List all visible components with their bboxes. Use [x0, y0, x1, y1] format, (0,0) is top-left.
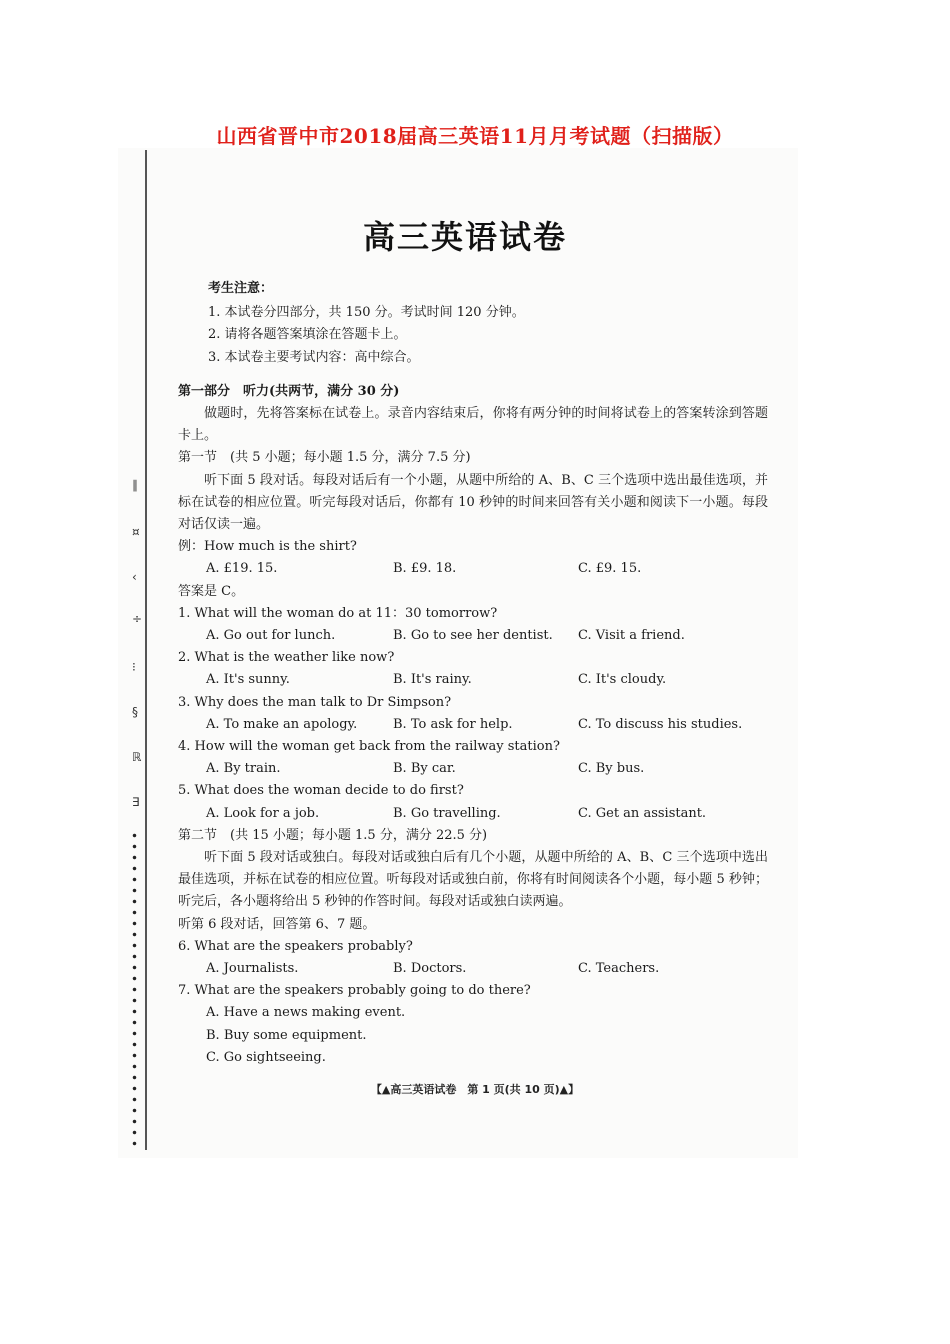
- example-options: [178, 558, 768, 580]
- option-b: B. By car.: [393, 761, 456, 777]
- question-2-options: [178, 669, 768, 691]
- margin-mark: ℝ: [132, 750, 142, 764]
- question-4-options: [178, 758, 768, 780]
- question-7-option-b: B. Buy some equipment.: [206, 1027, 367, 1043]
- margin-mark: ∥: [132, 478, 138, 492]
- option-c: C. Teachers.: [578, 961, 660, 976]
- option-b: B. Go to see her dentist.: [393, 628, 553, 644]
- section2-lead: 听第 6 段对话，回答第 6、7 题。: [178, 916, 376, 932]
- margin-mark: ¤: [132, 525, 140, 539]
- section1-heading: 第一节 (共 5 小题；每小题 1.5 分，满分 7.5 分): [178, 450, 471, 466]
- question-1-options: [178, 625, 768, 647]
- option-b: B. Go travelling.: [393, 805, 501, 821]
- option-a: A. To make an apology.: [206, 716, 358, 732]
- question-3: 3. Why does the man talk to Dr Simpson?: [178, 694, 452, 710]
- option-c: C. £9. 15.: [578, 561, 642, 577]
- binding-margin-line: [145, 150, 147, 1150]
- page-footer: 【▲高三英语试卷 第 1 页(共 10 页)▲】: [370, 1083, 580, 1096]
- option-c: C. Visit a friend.: [578, 628, 685, 644]
- option-a: A. By train.: [206, 761, 281, 777]
- document-title: 山西省晋中市2018届高三英语11月月考试题（扫描版）: [216, 124, 734, 148]
- option-a: A. £19. 15.: [206, 561, 278, 577]
- question-7: 7. What are the speakers probably going to do there?: [178, 983, 531, 999]
- question-5: 5. What does the woman decide to do first?: [178, 783, 464, 799]
- notice-heading: 考生注意：: [208, 281, 274, 296]
- section2-instructions: 听下面 5 段对话或独白。每段对话或独白后有几个小题，从题中所给的 A、B、C 三个选项中选出最佳选项，并标在试卷的相应位置。听每段对话或独白前，你将有时间阅读各个小题，每小题 5 秒钟；听完后，各小题将给出 5 秒钟的作答时间。每段对话或独白读两遍。: [178, 849, 768, 910]
- margin-mark: ⁝: [132, 660, 136, 674]
- option-b: B. To ask for help.: [393, 716, 513, 732]
- question-3-options: [178, 714, 768, 736]
- part1-intro: 做题时，先将答案标在试卷上。录音内容结束后，你将有两分钟的时间将试卷上的答案转涂到答题卡上。: [178, 406, 768, 444]
- option-c: C. By bus.: [578, 761, 645, 777]
- exam-content: [178, 278, 768, 1069]
- margin-mark: ÷: [132, 612, 143, 626]
- option-b: B. £9. 18.: [393, 561, 457, 577]
- example-question: 例：How much is the shirt?: [178, 539, 357, 555]
- section2-heading: 第二节 (共 15 小题；每小题 1.5 分，满分 22.5 分): [178, 827, 488, 843]
- option-c: C. To discuss his studies.: [578, 716, 743, 732]
- option-a: A. Go out for lunch.: [206, 628, 336, 644]
- option-a: A. It's sunny.: [206, 672, 290, 688]
- notice-item: 2. 请将各题答案填涂在答题卡上。: [208, 327, 407, 343]
- margin-mark: §: [132, 705, 138, 719]
- option-c: C. It's cloudy.: [578, 672, 667, 688]
- exam-title: 高三英语试卷: [362, 218, 567, 256]
- binding-dots: [132, 830, 137, 1150]
- question-1: 1. What will the woman do at 11：30 tomorrow?: [178, 605, 498, 621]
- option-c: C. Get an assistant.: [578, 805, 707, 821]
- option-b: B. It's rainy.: [393, 672, 472, 688]
- option-a: A. Look for a job.: [206, 805, 320, 821]
- margin-mark: ‹: [132, 570, 137, 584]
- question-5-options: [178, 803, 768, 825]
- part1-heading: 第一部分 听力(共两节，满分 30 分): [178, 383, 400, 399]
- question-6-options: [178, 958, 768, 980]
- question-7-option-c: C. Go sightseeing.: [206, 1049, 326, 1065]
- section1-instructions: 听下面 5 段对话。每段对话后有一个小题，从题中所给的 A、B、C 三个选项中选出最佳选项，并标在试卷的相应位置。听完每段对话后，你都有 10 秒钟的时间来回答有关小题和阅读下一小题。每段对话仅读一遍。: [178, 472, 768, 533]
- question-7-option-a: A. Have a news making event.: [206, 1005, 406, 1021]
- option-a: A. Journalists.: [206, 961, 299, 976]
- question-4: 4. How will the woman get back from the railway station?: [178, 739, 560, 754]
- option-b: B. Doctors.: [393, 961, 467, 976]
- question-6: 6. What are the speakers probably?: [178, 938, 413, 954]
- question-2: 2. What is the weather like now?: [178, 650, 395, 666]
- notice-item: 1. 本试卷分四部分，共 150 分。考试时间 120 分钟。: [208, 305, 525, 321]
- example-answer: 答案是 C。: [178, 583, 245, 599]
- margin-mark: ∃: [132, 795, 140, 809]
- notice-item: 3. 本试卷主要考试内容：高中综合。: [208, 349, 420, 365]
